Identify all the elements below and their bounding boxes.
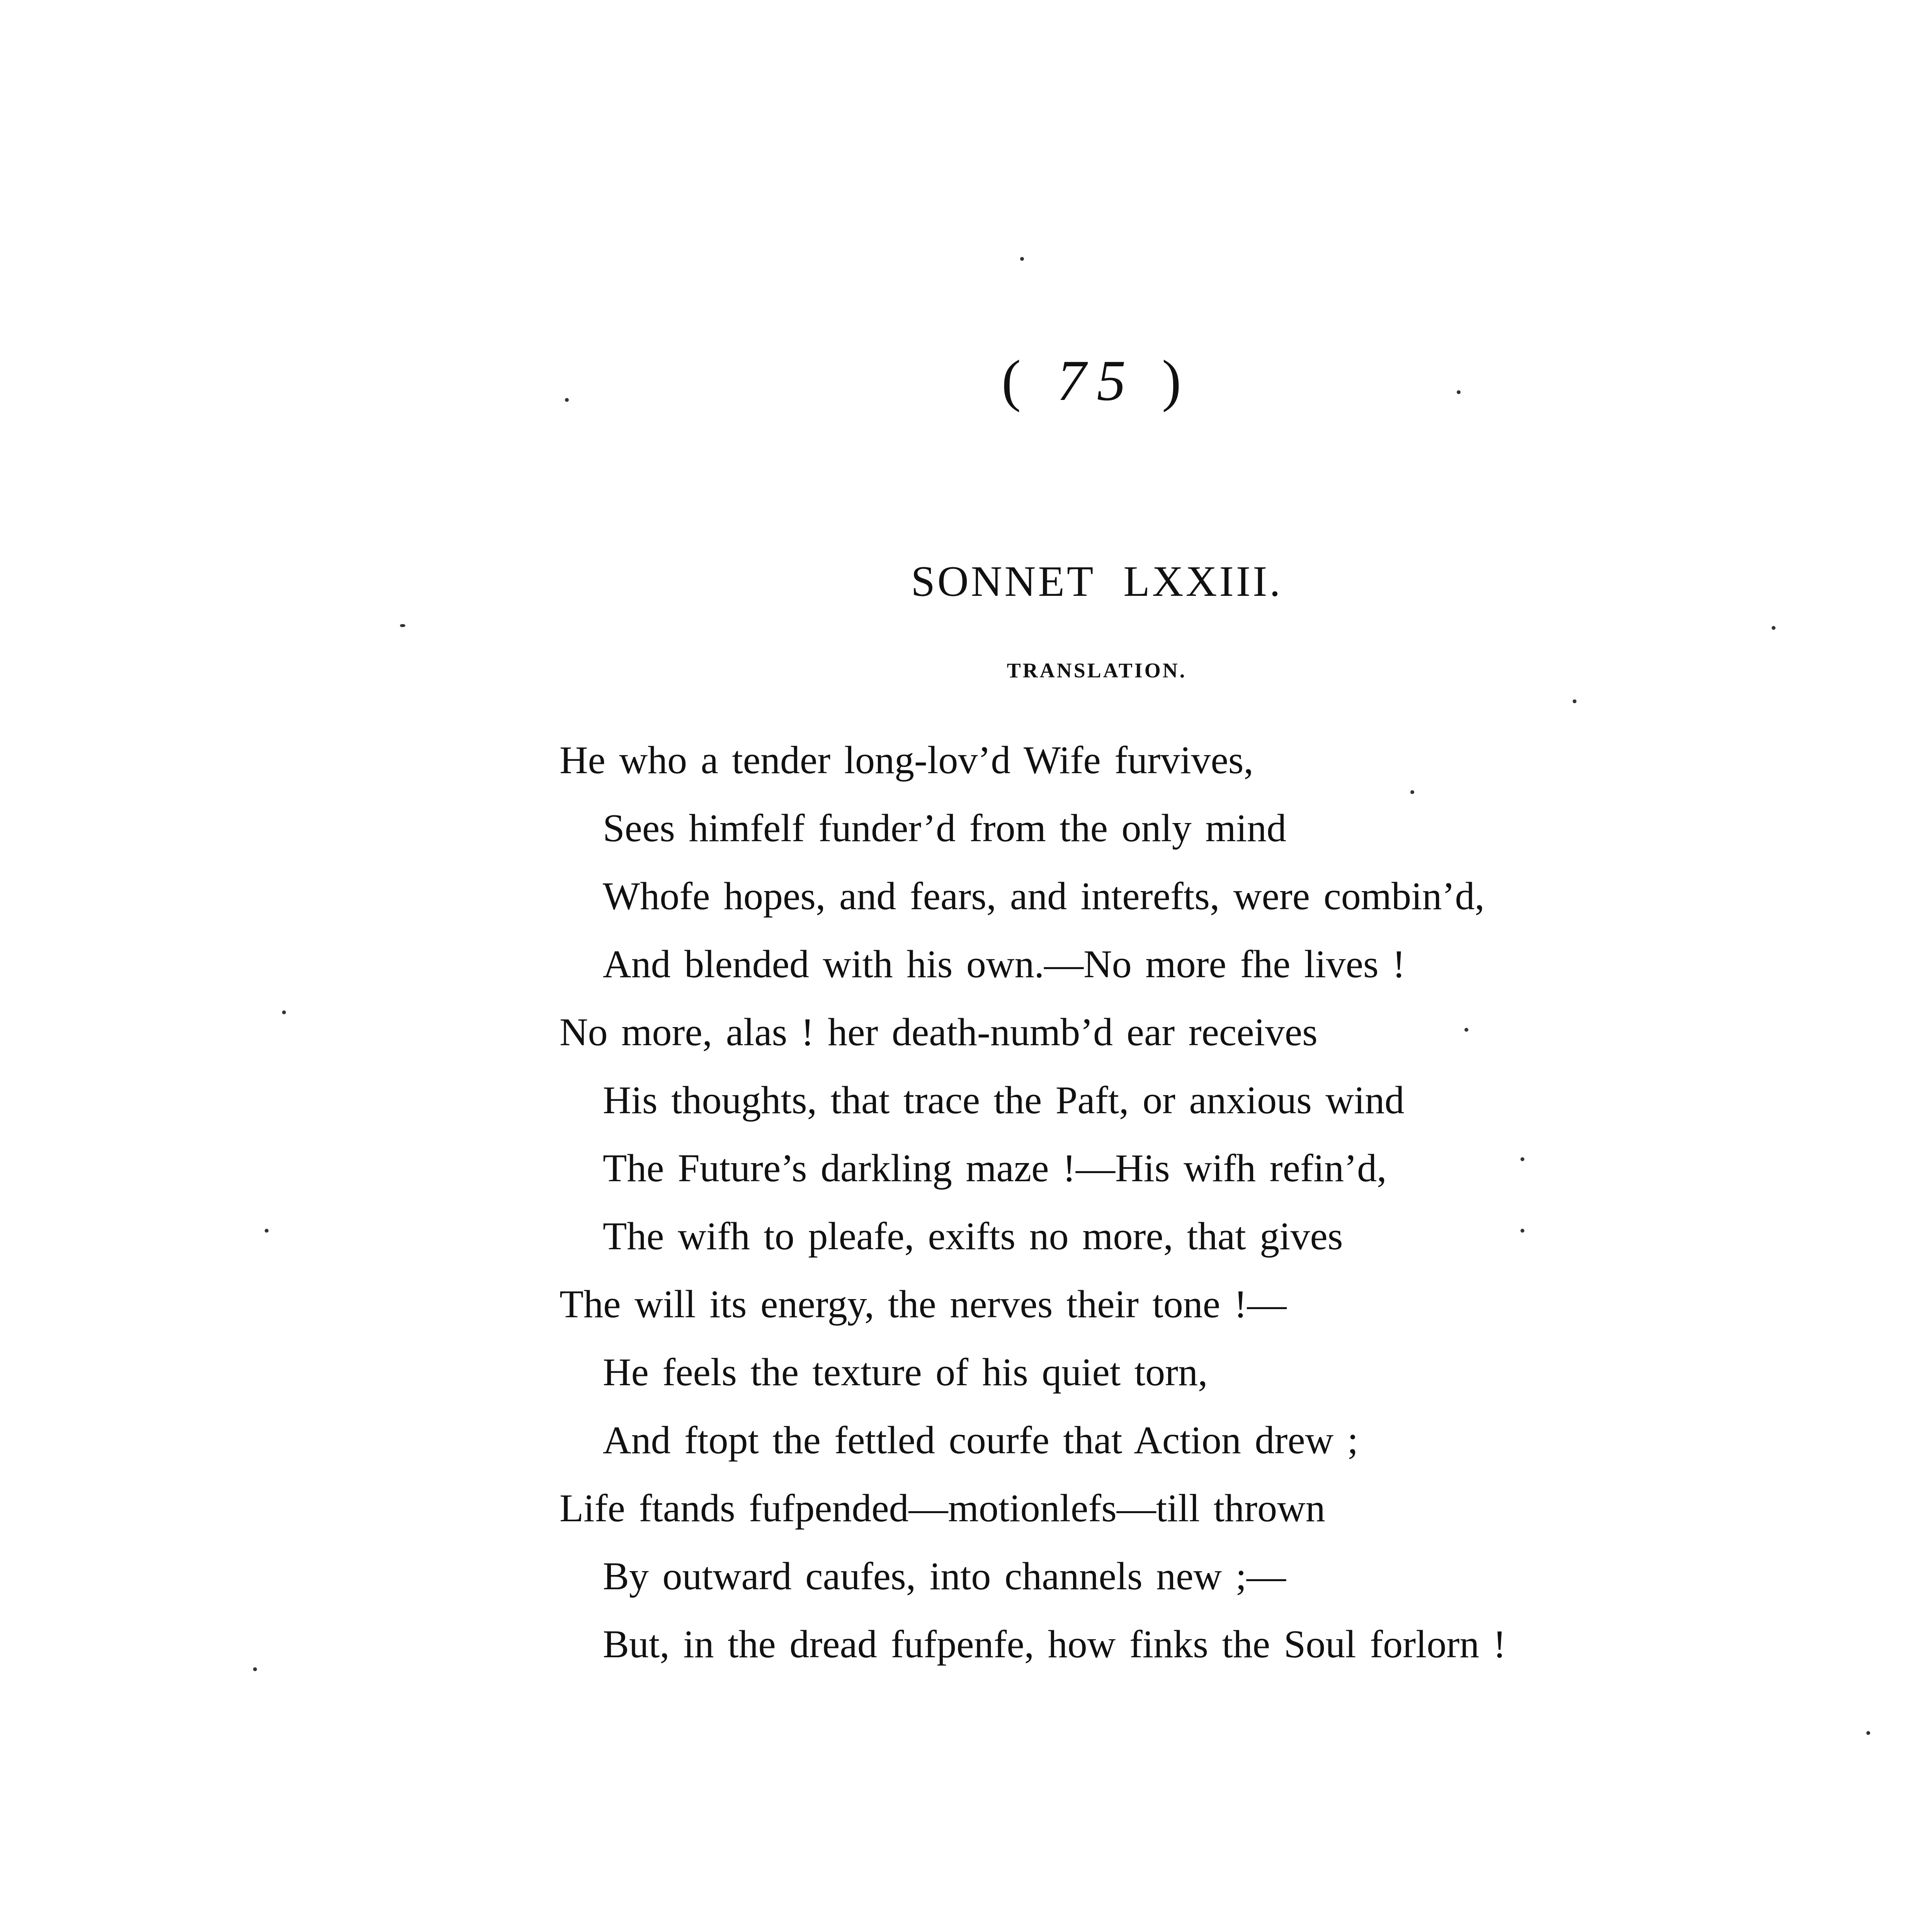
poem-body: [560, 726, 1932, 1679]
poem-line-1: He who a tender long-lov’d Wife furvives,: [560, 738, 1253, 782]
scan-speck: [1866, 1731, 1870, 1735]
poem-line-14: But, in the dread fufpenfe, how finks the Soul forlorn !: [603, 1622, 1506, 1666]
scan-speck: [265, 1229, 269, 1233]
poem-line-5: No more, alas ! her death-numb’d ear receives: [560, 1010, 1318, 1054]
scan-speck: [1520, 1157, 1524, 1161]
poem-line-3: Whofe hopes, and fears, and interefts, were combin’d,: [603, 874, 1485, 918]
page-number-value: 75: [1057, 349, 1137, 413]
poem-line-6: His thoughts, that trace the Paft, or anxious wind: [603, 1078, 1405, 1122]
poem-line-8: The wifh to pleafe, exifts no more, that gives: [603, 1214, 1343, 1258]
scan-speck: [1410, 790, 1414, 794]
poem-line-11: And ftopt the fettled courfe that Action drew ;: [603, 1418, 1359, 1462]
poem-line-2: Sees himfelf funder’d from the only mind: [603, 806, 1287, 850]
scan-speck: [282, 1010, 286, 1014]
poem-line-4: And blended with his own.—No more fhe lives !: [603, 942, 1406, 986]
page-number-open-paren: (: [1002, 349, 1032, 413]
poem-line-9: The will its energy, the nerves their tone !—: [560, 1282, 1287, 1326]
scan-speck: [1573, 699, 1577, 703]
scan-speck: [1520, 1229, 1524, 1233]
page-number-close-paren: ): [1162, 349, 1192, 413]
page-number: [0, 349, 1932, 413]
scan-speck: [565, 398, 569, 402]
scan-speck: [1457, 390, 1461, 394]
scan-speck: [253, 1667, 257, 1671]
poem-line-12: Life ftands fufpended—motionlefs—till thrown: [560, 1486, 1325, 1530]
scan-speck: [1464, 1028, 1468, 1032]
scan-speck: [1020, 257, 1024, 261]
poem-line-13: By outward caufes, into channels new ;—: [603, 1554, 1286, 1598]
sonnet-subtitle: TRANSLATION.: [1007, 659, 1187, 682]
poem-line-7: The Future’s darkling maze !—His wifh refin’d,: [603, 1146, 1387, 1190]
sonnet-title: SONNET LXXIII.: [911, 558, 1283, 605]
scan-speck: [400, 624, 405, 627]
poem-line-10: He feels the texture of his quiet torn,: [603, 1350, 1208, 1394]
scan-speck: [1772, 626, 1776, 630]
